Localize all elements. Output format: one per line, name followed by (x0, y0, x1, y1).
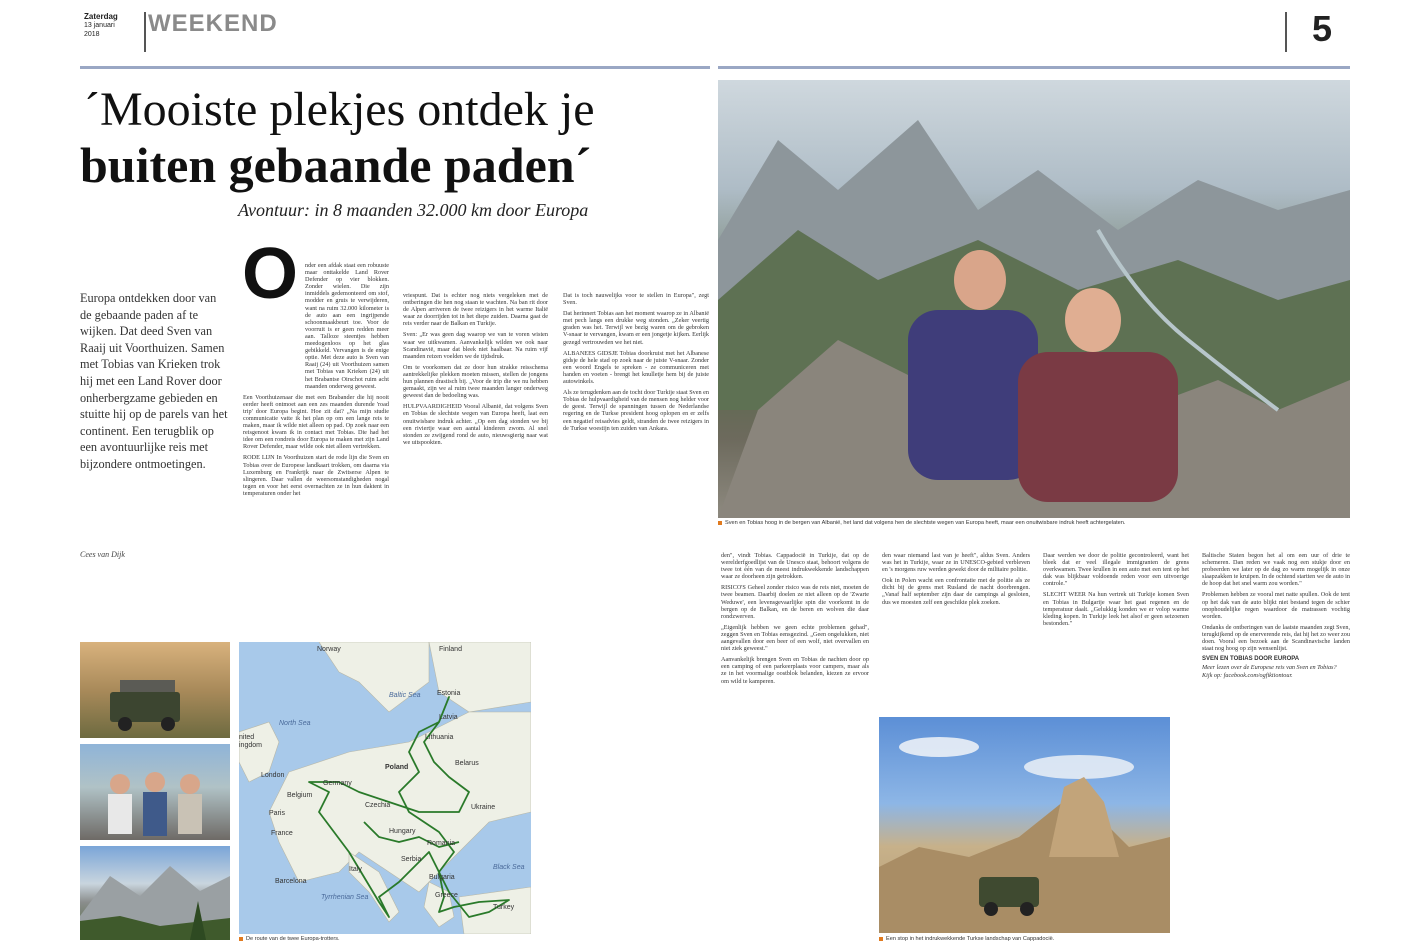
map-label-paris: Paris (269, 810, 285, 817)
article-column-3 (563, 292, 709, 942)
map-label-baltic-sea: Baltic Sea (389, 692, 421, 699)
map-label-north-sea: North Sea (279, 720, 311, 727)
map-label-united-kingdom: nited ingdom (239, 734, 262, 749)
masthead-divider (144, 12, 146, 52)
headline-line1: ´Mooiste plekjes ontdek je (84, 83, 595, 136)
map-label-romania: Romania (427, 840, 456, 847)
cappadocia-caption (879, 936, 1179, 942)
map-label-poland: Poland (385, 764, 409, 771)
article-column-4 (721, 552, 869, 942)
map-caption (239, 936, 531, 942)
masthead-date: 13 januari (84, 22, 115, 29)
map-label-estonia: Estonia (437, 690, 461, 697)
map-label-turkey: Turkey (493, 904, 515, 911)
map-label-germany: Germany (323, 780, 352, 787)
map-label-france: France (271, 830, 293, 837)
col3-p4: Als ze terugdenken aan de tocht door Turkije staat Sven en Tobias de hulpvaardigheid van de mensen nog helder voor de geest. Terwijl de spanningen tussen de Nederlandse regering en de Turkse president hoog oplopen en er zelfs een negatief reisadvies geldt, stranden de twee reizigers in de Turkse woestijn ten zuiden van Ankara. (563, 389, 709, 432)
top-rule-left (80, 66, 710, 69)
col4-p2: RISICO'S Geheel zonder risico was de reis niet, moeten de twee beamen. Daarbij doelen ze niet alleen op de 'Zwarte Weduwe', een levensgevaarlijke spin die voorkomt in de bergen op de Balkan, en de beren en wolven die daar rondzwerven. (721, 584, 869, 620)
masthead-year: 2018 (84, 31, 100, 38)
headline-line2: buiten gebaande paden´ (80, 137, 592, 193)
col2-p1: vriespunt. Dat is echter nog niets vergeleken met de ontberingen die hen nog staan te wachten. Na ban rit door de Alpen arriveren de twee reizigers in het warme Italië waar ze doorrijden tot in het diepe zuiden. Daarna gaat de reis verder naar de Balkan en Turkije. (403, 292, 548, 328)
page-number: 5 (1312, 8, 1333, 49)
landrover-camp-scene (80, 642, 230, 738)
map-label-belgium: Belgium (287, 792, 313, 799)
col3-p1: Dat is toch nauwelijks voor te stellen in Europa", zegt Sven. (563, 292, 709, 307)
subhead: Avontuur: in 8 maanden 32.000 km door Europa (238, 200, 589, 220)
info-box-link[interactable]: Kijk op: facebook.com/ogfiktiontour. (1202, 672, 1293, 680)
map-label-belarus: Belarus (455, 760, 479, 767)
col7-p3: Ondanks de ontberingen van de laatste maanden zegt Sven, terugkijkend op de enerverende reis, dat hij het zo weer zou doen. Vooral een bezoek aan de Scandinavische landen staat nog hoog op zijn wensenlijst. (1202, 623, 1350, 653)
map-label-lithuania: Lithuania (425, 734, 454, 741)
route-map (239, 642, 531, 934)
map-label-italy: Italy (349, 866, 362, 873)
map-label-barcelona: Barcelona (275, 878, 307, 885)
map-label-greece: Greece (435, 892, 458, 899)
selfie-group-scene (80, 744, 230, 840)
section-title: WEEKEND (148, 10, 278, 37)
col4-p1: den", vindt Tobias. Cappadocië in Turkije, dat op de werelderfgoedlijst van de Unesco staat, behoort volgens de twee tot één van de meest indrukwekkende landschappen waar ze doorheen zijn getrokken. (721, 552, 869, 581)
drop-cap: O (242, 234, 299, 314)
col1-p3: RODE LIJN In Voorthuizen start de rode lijn die Sven en Tobias over de Europese landkaart trokken, om daarna via Luxemburg en Frankrijk naar de Zwitserse Alpen te slingeren. Daar vallen de weersomstandigheden nogal tegen en voor het eerst overnachten ze in hun daktent in temperaturen onder het (243, 454, 389, 497)
map-label-czechia: Czechia (365, 802, 391, 809)
map-label-black-sea: Black Sea (493, 864, 525, 871)
col2-p2: Sven: „Er was geen dag waarop we van te voren wisten waar we uitkwamen. Aanvankelijk wilden we ook naar Scandinavië, maar dat bleek niet haalbaar. Na ruim vijf maanden reizen voelden we de tijdsdruk. (403, 331, 548, 360)
mountain-scene (80, 846, 230, 940)
byline: Cees van Dijk (80, 550, 125, 559)
cappadocia-caption-text: Een stop in het indrukwekkende Turkse landschap van Cappadocië. (886, 936, 1055, 942)
col2-p3: Om te voorkomen dat ze door hun strakke reisschema aantrekkelijke plekken moeten missen, stellen de jongens hun plannen drastisch bij. „Voor de trip die we nu hebben gemaakt, zijn we al ruim twee maanden langer onderweg geweest dan de bedoeling was. (403, 363, 548, 400)
main-photo-caption-text: Sven en Tobias hoog in de bergen van Albanië, het land dat volgens hen de slechtste wegen van Europa heeft, maar een onuitwisbare indruk heeft achtergelaten. (725, 520, 1126, 526)
col6-p1: Daar werden we door de politie gecontroleerd, want het bleek dat er veel illegale immigranten de grens overkwamen. Twee krullen in een auto met een tent op het dak was blijkbaar voldoende reden voor een uitvoerige controle." (1043, 552, 1189, 588)
col6-p2: SLECHT WEER Na hun vertrek uit Turkije komen Sven en Tobias in Bulgarije waar het gaat regenen en de temperatuur daalt. „Gelukkig konden we er volop warme kleding kopen. In Turkije leek het alsof er geen seizoenen bestonden." (1043, 591, 1189, 627)
map-label-tyrrhenian-sea: Tyrrhenian Sea (321, 894, 369, 901)
map-label-hungary: Hungary (389, 828, 416, 835)
col3-p2: Dat herinnert Tobias aan het moment waarop ze in Albanië met pech langs een drukke weg stonden. „Zeker veertig graden was het. Terwijl we bezig waren om de gebroken V-snaar te vervangen, kwam er een jongetje kijken. Eerlijk gezegd vertrouwden we het niet. (563, 310, 709, 346)
article-column-6 (1043, 552, 1189, 712)
caption-marker-icon (718, 521, 722, 525)
col2-p4: HULPVAARDIGHEID Vooral Albanië, dat volgens Sven en Tobias de slechtste wegen van Europa heeft, laat een onuitwisbare indruk achter. „Op een dag stonden we bij een riviertje waar een aantal kinderen zwom. Al snel stonden ze zwijgend rond de auto, nieuwsgierig naar wat we uitspookten. (403, 403, 548, 446)
article-column-1 (243, 262, 389, 632)
col7-p2: Problemen hebben ze vooral met natte spullen. Ook de tent op het dak van de auto blijkt niet bestand tegen de schier onophoudelijke regen waardoor de matrassen vochtig worden. (1202, 591, 1350, 620)
article-column-2 (403, 292, 548, 632)
route-map-svg (239, 642, 531, 934)
article-column-5 (882, 552, 1030, 712)
landrover-camp-photo (80, 642, 230, 738)
article-column-7 (1202, 552, 1350, 942)
cappadocia-scene (879, 717, 1170, 933)
caption-marker-icon (239, 937, 243, 941)
info-box-text: Meer lezen over de Europese reis van Sven en Tobias? (1202, 664, 1337, 672)
map-label-serbia: Serbia (401, 856, 422, 863)
selfie-group-photo (80, 744, 230, 840)
mountain-photo (80, 846, 230, 940)
map-label-norway: Norway (317, 646, 341, 653)
main-photo-caption (718, 520, 1350, 526)
col1-p1: nder een afdak staat een robuuste maar onttakelde Land Rover Defender op vier blokken. Zonder wielen. Die zijn inmiddels gedemonteerd om stof, modder en gruis te verwijderen, want na ruim 32.000 kilometer is de auto aan een ingrijpende schoonmaakbeurt toe. Voor de voorruit is er geen redden meer aan. Talloze steentjes hebben meedogenloos op het glas gebikkeld. Vervangen is de enige optie. Met deze auto is Sven van Raaij (24) uit Voorthuizen samen met Tobias van Krieken (24) uit het Brabantse Oirschot ruim acht maanden onderweg geweest. (305, 262, 389, 390)
map-label-london: London (261, 772, 285, 779)
map-label-latvia: Latvia (439, 714, 458, 721)
masthead-day: Zaterdag (84, 12, 118, 21)
info-box-title: SVEN EN TOBIAS DOOR EUROPA (1202, 656, 1300, 663)
main-photo (718, 80, 1350, 518)
map-caption-text: De route van de twee Europa-trotters. (246, 936, 340, 942)
col7-p1: Baltische Staten begon het al om een uur of drie te schemeren. Dan reden we vaak nog een stukje door en probeerden we later op de dag zo warm mogelijk in onze slaapzakken te kruipen. In de ochtend startten we de auto in de hoop dat het snel warm zou worden." (1202, 552, 1350, 588)
main-photo-scene (718, 80, 1350, 518)
map-label-bulgaria: Bulgaria (429, 874, 455, 881)
col1-p2: Een Voorthuizenaar die met een Brabander die hij nooit eerder heeft ontmoet aan een zes maanden durende 'road trip' door Europa begint. Hoe zit dat? „Na mijn studie communicatie vatte ik het plan op om een lange reis te maken, maar ik wilde niet alleen op pad. Op zoek naar een reisgenoot kwam ik in contact met Tobias. Die had het idee om een rondreis door Europa te maken met zijn Land Rover Defender, maar wilde ook niet alleen vertrekken. (243, 393, 389, 451)
col3-p3: ALBANEES GIDSJE Tobias doorkruist met het Albanese gidsje de hele stad op zoek naar de juiste V-snaar. Zonder een woord Engels te spreken - ze communiceren met handen en voeten - brengt het knulletje hem bij de juiste autowinkels. (563, 349, 709, 386)
page-number-divider (1285, 12, 1287, 52)
cappadocia-photo (879, 717, 1170, 933)
col4-p3: „Eigenlijk hebben we geen echte problemen gehad", zeggen Sven en Tobias eensgezind. „Geen ongelukken, niet aangevallen door een beer of een wolf, niet overvallen en niet ziek geweest." (721, 623, 869, 653)
col4-p4: Aanvankelijk brengen Sven en Tobias de nachten door op een camping of een parkeerplaats voor campers, maar als ze in het voormalige oostblok belanden, kiezen ze ervoor om wild te kamperen. (721, 656, 869, 685)
masthead (80, 10, 1350, 60)
map-label-ukraine: Ukraine (471, 804, 496, 811)
col5-p1: den waar niemand last van je heeft", aldus Sven. Anders was het in Turkije, waar ze in UNESCO-gebied verbleven en 's morgens ruw werden gewekt door de militaire politie. (882, 552, 1030, 574)
col5-p2: Ook in Polen wacht een confrontatie met de politie als ze dicht bij de grens met Rusland de nacht doorbrengen. „Vanaf half september zijn daar de campings al gesloten, dus we moesten zelf een geschikte plek zoeken. (882, 577, 1030, 606)
map-label-finland: Finland (439, 646, 462, 653)
intro-text: Europa ontdekken door van de gebaande paden af te wijken. Dat deed Sven van Raaij uit Voorthuizen. Samen met Tobias van Krieken trok hij met een Land Rover door onherbergzame gebieden en stuitte hij op de parels van het continent. Een terugblik op een avontuurlijke reis met bijzondere ontmoetingen. (80, 291, 228, 471)
caption-marker-icon (879, 937, 883, 941)
top-rule-right (718, 66, 1350, 69)
